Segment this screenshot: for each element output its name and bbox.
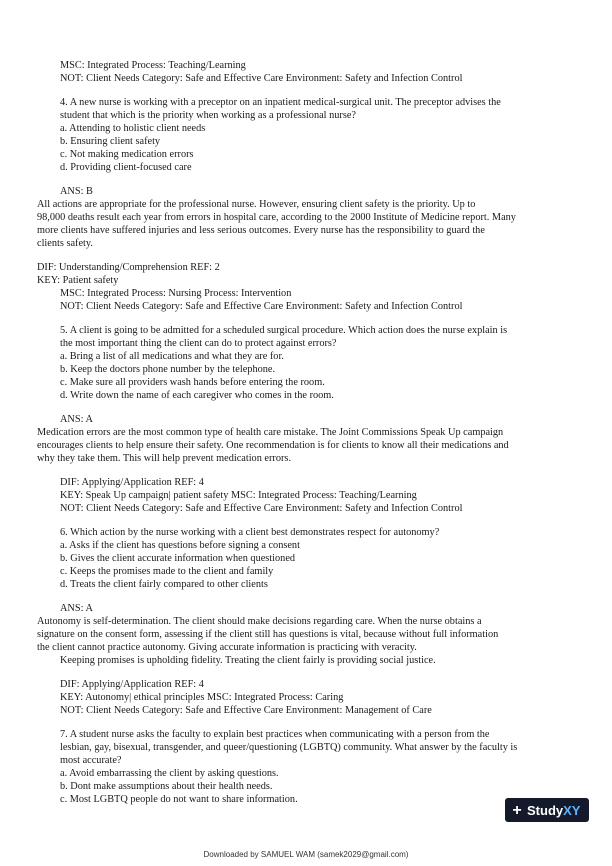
meta-line: DIF: Applying/Application REF: 4 — [60, 477, 204, 488]
meta-line: KEY: Patient safety — [37, 275, 119, 286]
answer-option: a. Attending to holistic client needs — [60, 123, 206, 134]
answer-option: c. Make sure all providers wash hands before entering the room. — [60, 377, 325, 388]
answer-option: d. Treats the client fairly compared to other clients — [60, 579, 268, 590]
answer-option: b. Ensuring client safety — [60, 136, 161, 147]
answer-option: d. Providing client-focused care — [60, 162, 192, 173]
question-text: the most important thing the client can do to protect against errors? — [60, 338, 337, 349]
meta-line: DIF: Understanding/Comprehension REF: 2 — [37, 262, 220, 273]
meta-line: NOT: Client Needs Category: Safe and Effective Care Environment: Management of Care — [60, 705, 432, 716]
question-text: lesbian, gay, bisexual, transgender, and queer/questioning (LGBTQ) community. What answer by the faculty is — [60, 742, 518, 753]
answer-option: c. Keeps the promises made to the client and family — [60, 566, 274, 577]
answer-option: b. Keep the doctors phone number by the telephone. — [60, 364, 276, 375]
text-line: MSC: Integrated Process: Teaching/Learning — [60, 60, 246, 71]
answer-option: c. Most LGBTQ people do not want to share information. — [60, 794, 298, 805]
rationale-text: 98,000 deaths result each year from errors in hospital care, according to the 2000 Institute of Medicine report. Many — [37, 212, 516, 223]
answer-option: b. Dont make assumptions about their health needs. — [60, 781, 273, 792]
rationale-text: the client cannot practice autonomy. Giving accurate information is practicing with veracity. — [37, 642, 417, 653]
meta-line: KEY: Autonomy| ethical principles MSC: Integrated Process: Caring — [60, 692, 344, 703]
download-footer: Downloaded by SAMUEL WAM (samek2029@gmail.com) — [203, 850, 409, 859]
rationale-text: encourages clients to help ensure their safety. One recommendation is for clients to know all their medications and — [37, 440, 509, 451]
meta-line: NOT: Client Needs Category: Safe and Effective Care Environment: Safety and Infection Control — [60, 301, 463, 312]
answer-option: a. Asks if the client has questions before signing a consent — [60, 540, 300, 551]
logo-text-xy: XY — [563, 802, 581, 818]
rationale-text: All actions are appropriate for the professional nurse. However, ensuring client safety is the priority. Up to — [37, 199, 476, 210]
rationale-text: why they take them. This will help prevent medication errors. — [37, 453, 292, 464]
answer-option: d. Write down the name of each caregiver who comes in the room. — [60, 390, 334, 401]
question-text: student that which is the priority when working as a professional nurse? — [60, 110, 356, 121]
meta-line: MSC: Integrated Process: Nursing Process: Intervention — [60, 288, 292, 299]
answer-key: ANS: A — [60, 414, 93, 425]
question-text: 7. A student nurse asks the faculty to explain best practices when communicating with a person from the — [60, 729, 490, 740]
answer-option: b. Gives the client accurate information when questioned — [60, 553, 296, 564]
meta-line: NOT: Client Needs Category: Safe and Effective Care Environment: Safety and Infection Control — [60, 503, 463, 514]
answer-option: a. Bring a list of all medications and what they are for. — [60, 351, 284, 362]
plus-icon: + — [512, 801, 522, 819]
answer-option: c. Not making medication errors — [60, 149, 194, 160]
question-text: 6. Which action by the nurse working with a client best demonstrates respect for autonomy? — [60, 527, 440, 538]
rationale-text: Medication errors are the most common type of health care mistake. The Joint Commissions Speak Up campaign — [37, 427, 504, 438]
text-line: NOT: Client Needs Category: Safe and Effective Care Environment: Safety and Infection Control — [60, 73, 463, 84]
rationale-text: clients safety. — [37, 238, 93, 249]
rationale-text: Keeping promises is upholding fidelity. Treating the client fairly is providing social justice. — [60, 655, 436, 666]
question-text: 5. A client is going to be admitted for a scheduled surgical procedure. Which action does the nurse explain is — [60, 325, 508, 336]
answer-option: a. Avoid embarrassing the client by asking questions. — [60, 768, 279, 779]
question-text: most accurate? — [60, 755, 122, 766]
rationale-text: signature on the consent form, assessing if the client still has questions is vital, because without full information — [37, 629, 499, 640]
answer-key: ANS: A — [60, 603, 93, 614]
studyxy-logo[interactable] — [505, 798, 589, 822]
rationale-text: Autonomy is self-determination. The client should make decisions regarding care. When the nurse obtains a — [37, 616, 482, 627]
question-text: 4. A new nurse is working with a preceptor on an inpatient medical-surgical unit. The preceptor advises the — [60, 97, 501, 108]
meta-line: DIF: Applying/Application REF: 4 — [60, 679, 204, 690]
logo-text-study: Study — [527, 802, 564, 818]
meta-line: KEY: Speak Up campaign| patient safety MSC: Integrated Process: Teaching/Learning — [60, 490, 417, 501]
rationale-text: more clients have suffered injuries and less serious outcomes. Every nurse has the responsibility to guard the — [37, 225, 485, 236]
answer-key: ANS: B — [60, 186, 93, 197]
